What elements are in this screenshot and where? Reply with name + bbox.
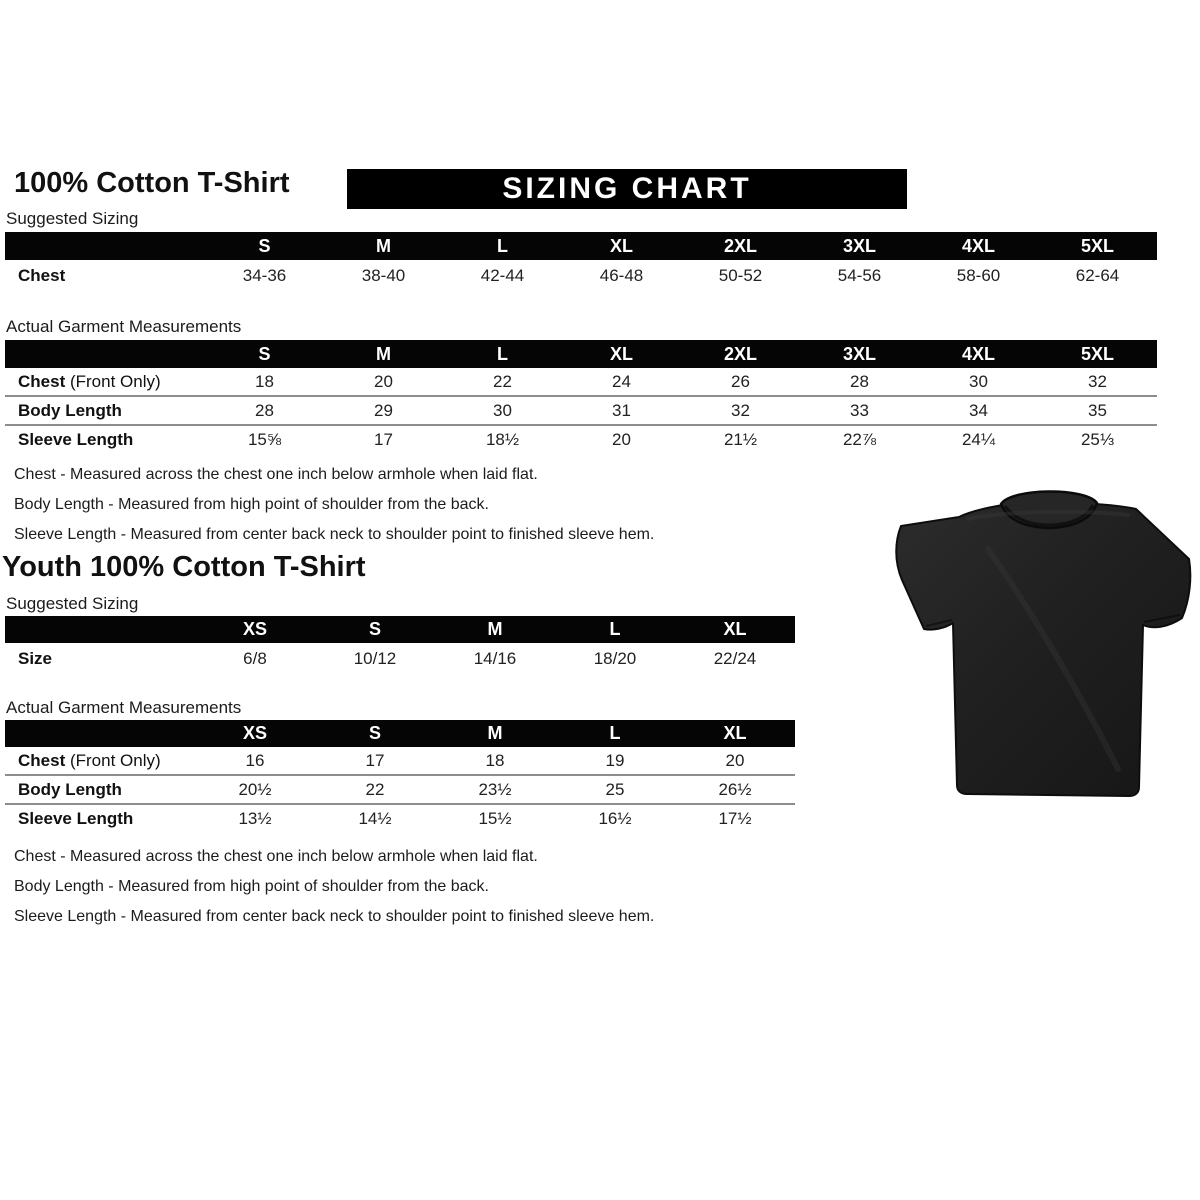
measurement-note-line: Sleeve Length - Measured from center back neck to shoulder point to finished sleeve hem. (14, 526, 655, 543)
measurement-value: 19 (605, 750, 625, 770)
size-column-header: M (376, 343, 391, 364)
size-column-header: M (487, 619, 503, 639)
measurement-value: 17½ (718, 808, 752, 828)
measurement-value: 42-44 (480, 265, 525, 285)
measurement-value: 20 (725, 750, 745, 770)
measurement-value: 28 (850, 371, 869, 391)
table-row (5, 368, 1157, 395)
measurement-value: 50-52 (718, 265, 763, 285)
measurement-value: 15⅝ (247, 429, 282, 449)
size-column-header: 4XL (961, 235, 995, 256)
adult-suggested-table (5, 232, 1157, 291)
size-column-header: S (258, 343, 271, 364)
youth-suggested-label: Suggested Sizing (6, 594, 139, 613)
adult-suggested-label: Suggested Sizing (6, 209, 139, 228)
size-column-header: M (376, 235, 391, 256)
adult-measurement-notes (14, 460, 654, 550)
size-column-header: L (609, 619, 621, 639)
measurement-value: 18½ (485, 429, 520, 449)
size-column-header: M (487, 723, 503, 743)
row-label: Sleeve Length (18, 429, 134, 449)
measurement-value: 22⅞ (842, 429, 877, 449)
size-column-header: XL (609, 235, 633, 256)
measurement-value: 18 (255, 371, 274, 391)
measurement-value: 25 (605, 779, 625, 799)
size-column-header: 2XL (723, 235, 757, 256)
size-column-header: 5XL (1080, 343, 1114, 364)
measurement-value: 14½ (358, 808, 392, 828)
size-column-header: XL (609, 343, 633, 364)
row-label: Body Length (18, 779, 122, 799)
row-label-suffix: (Front Only) (65, 750, 161, 770)
measurement-value: 14/16 (473, 648, 517, 668)
table-row (5, 260, 1157, 291)
measurement-note-line: Sleeve Length - Measured from center back neck to shoulder point to finished sleeve hem. (14, 908, 655, 925)
measurement-value: 46-48 (599, 265, 644, 285)
table-row (5, 803, 795, 832)
measurement-value: 33 (850, 400, 869, 420)
row-label: Chest (Front Only) (18, 371, 161, 391)
size-column-header: L (609, 723, 621, 743)
youth-title: Youth 100% Cotton T-Shirt (2, 551, 366, 583)
size-column-header: 5XL (1080, 235, 1114, 256)
table-row (5, 424, 1157, 453)
measurement-value: 28 (255, 400, 274, 420)
measurement-value: 35 (1088, 400, 1107, 420)
measurement-value: 32 (1088, 371, 1107, 391)
table-row (5, 395, 1157, 424)
row-label: Body Length (18, 400, 122, 420)
measurement-note-line: Chest - Measured across the chest one inch below armhole when laid flat. (14, 848, 538, 865)
size-column-header: 3XL (842, 235, 876, 256)
size-column-header: 3XL (842, 343, 876, 364)
measurement-value: 17 (374, 429, 393, 449)
adult-actual-label: Actual Garment Measurements (6, 317, 242, 336)
measurement-value: 22 (365, 779, 385, 799)
measurement-value: 58-60 (956, 265, 1001, 285)
measurement-value: 38-40 (361, 265, 406, 285)
measurement-value: 6/8 (243, 648, 267, 668)
size-column-header: L (497, 235, 508, 256)
measurement-value: 22/24 (713, 648, 757, 668)
measurement-value: 23½ (478, 779, 512, 799)
tshirt-image (893, 479, 1198, 809)
measurement-value: 21½ (723, 429, 758, 449)
measurement-value: 18 (485, 750, 505, 770)
table-header-bar (5, 720, 795, 747)
row-label: Chest (Front Only) (18, 750, 161, 770)
row-label: Chest (18, 265, 66, 285)
measurement-value: 20 (374, 371, 393, 391)
measurement-value: 17 (365, 750, 385, 770)
measurement-value: 30 (969, 371, 988, 391)
row-label: Size (18, 648, 53, 668)
table-row (5, 747, 795, 774)
measurement-value: 34 (969, 400, 988, 420)
measurement-value: 54-56 (837, 265, 882, 285)
table-header-bar (5, 232, 1157, 260)
measurement-value: 24 (612, 371, 631, 391)
measurement-value: 25⅓ (1080, 429, 1115, 449)
measurement-value: 16½ (598, 808, 632, 828)
measurement-value: 16 (245, 750, 265, 770)
measurement-value: 13½ (238, 808, 272, 828)
measurement-value: 26 (731, 371, 750, 391)
size-column-header: XL (723, 619, 747, 639)
measurement-value: 26½ (718, 779, 752, 799)
measurement-value: 29 (374, 400, 393, 420)
measurement-value: 15½ (478, 808, 512, 828)
measurement-value: 34-36 (242, 265, 287, 285)
table-row (5, 774, 795, 803)
size-column-header: XS (242, 723, 267, 743)
measurement-note-line: Body Length - Measured from high point of shoulder from the back. (14, 496, 489, 513)
measurement-value: 20 (612, 429, 631, 449)
size-column-header: XL (723, 723, 747, 743)
table-header-bar (5, 340, 1157, 368)
measurement-value: 10/12 (353, 648, 397, 668)
sizing-chart-banner: SIZING CHART (347, 169, 907, 209)
row-label-suffix: (Front Only) (65, 371, 161, 391)
size-column-header: L (497, 343, 508, 364)
measurement-value: 18/20 (593, 648, 637, 668)
youth-measurement-notes (14, 842, 654, 932)
measurement-value: 24¼ (961, 429, 996, 449)
measurement-value: 31 (612, 400, 631, 420)
table-header-bar (5, 616, 795, 643)
measurement-note-line: Chest - Measured across the chest one inch below armhole when laid flat. (14, 466, 538, 483)
size-column-header: XS (242, 619, 267, 639)
table-row (5, 643, 795, 674)
measurement-value: 32 (731, 400, 750, 420)
youth-actual-label: Actual Garment Measurements (6, 698, 242, 717)
measurement-value: 20½ (238, 779, 272, 799)
adult-title: 100% Cotton T-Shirt (14, 167, 290, 199)
measurement-value: 30 (493, 400, 512, 420)
row-label: Sleeve Length (18, 808, 134, 828)
adult-actual-table (5, 340, 1157, 453)
size-column-header: S (258, 235, 271, 256)
tshirt-body (896, 504, 1190, 796)
youth-suggested-table (5, 616, 795, 674)
size-column-header: 4XL (961, 343, 995, 364)
size-column-header: S (368, 619, 381, 639)
size-column-header: S (368, 723, 381, 743)
measurement-value: 22 (493, 371, 512, 391)
black-tshirt-graphic (893, 479, 1198, 809)
size-column-header: 2XL (723, 343, 757, 364)
youth-actual-table (5, 720, 795, 832)
measurement-note-line: Body Length - Measured from high point of shoulder from the back. (14, 878, 489, 895)
measurement-value: 62-64 (1075, 265, 1120, 285)
